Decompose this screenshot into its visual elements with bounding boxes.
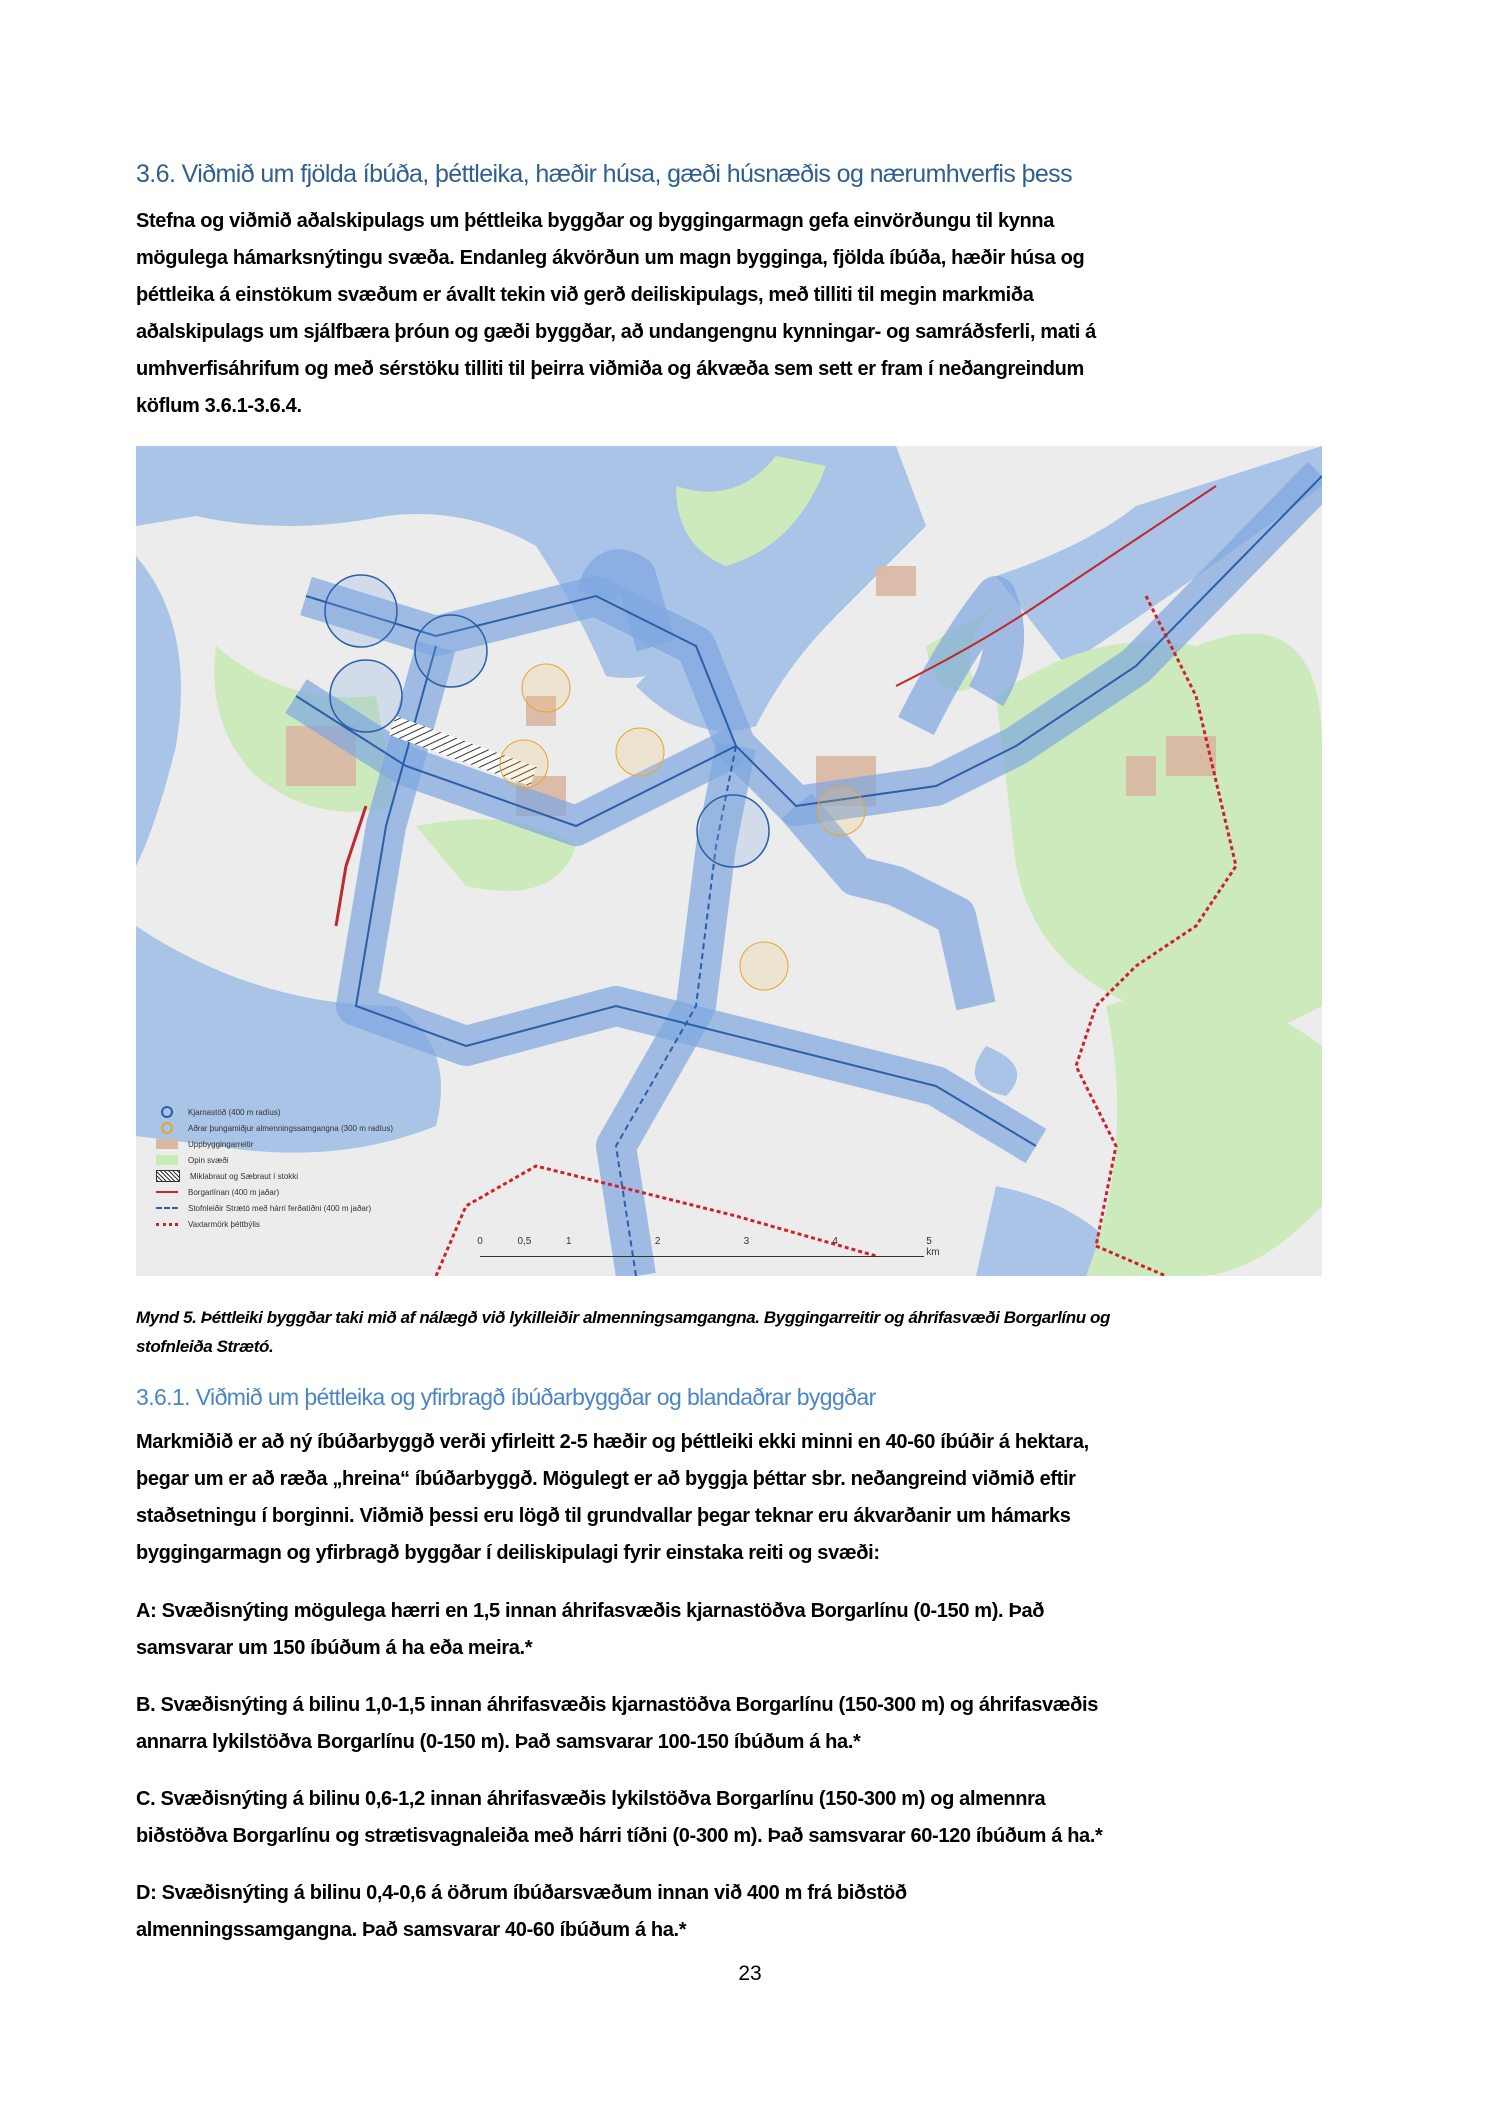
red-line-icon <box>156 1191 178 1193</box>
item-d <box>136 1875 1376 1949</box>
legend-item <box>156 1120 393 1136</box>
text-line: umhverfisáhrifum og með sérstöku tilliti til þeirra viðmiða og ákvæða sem sett er fram í neðangreindum <box>136 358 1084 380</box>
dotted-line-icon <box>156 1223 178 1226</box>
caption-line: stofnleiða Strætó. <box>136 1337 274 1356</box>
text-line: mögulega hámarksnýtingu svæða. Endanleg ákvörðun um magn bygginga, fjölda íbúða, hæðir húsa og <box>136 247 1085 269</box>
text-line: A: Svæðisnýting mögulega hærri en 1,5 innan áhrifasvæðis kjarnastöðva Borgarlínu (0-150 m). Það <box>136 1600 1045 1622</box>
legend-label: Uppbyggingarreitir <box>188 1139 254 1149</box>
legend-label: Vaxtarmörk þéttbýlis <box>188 1219 260 1229</box>
subsection-heading: 3.6.1. Viðmið um þéttleika og yfirbragð íbúðarbyggðar og blandaðrar byggðar <box>136 1384 876 1410</box>
text-line: staðsetningu í borginni. Viðmið þessi eru lögð til grundvallar þegar teknar eru ákvarðanir um hámarks <box>136 1505 1071 1527</box>
scale-label: 5 km <box>926 1236 940 1258</box>
text-line: biðstöðva Borgarlínu og strætisvagnaleiða með hárri tíðni (0-300 m). Það samsvarar 60-120 íbúðum á ha.* <box>136 1825 1103 1847</box>
scale-label: 2 <box>654 1236 661 1247</box>
legend-item <box>156 1184 393 1200</box>
legend-label: Miklabraut og Sæbraut í stokki <box>190 1171 299 1181</box>
text-line: þéttleika á einstökum svæðum er ávallt tekin við gerð deiliskipulags, með tilliti til megin markmiða <box>136 284 1034 306</box>
dashed-line-icon <box>156 1207 178 1209</box>
legend-label: Kjarnastöð (400 m radíus) <box>188 1107 281 1117</box>
intro-paragraph <box>136 203 1376 425</box>
item-b <box>136 1687 1376 1761</box>
scale-line <box>480 1256 924 1257</box>
map-legend <box>156 1104 393 1232</box>
bus-circle-blue-icon <box>161 1106 173 1118</box>
item-c <box>136 1781 1376 1855</box>
hatch-icon <box>156 1170 180 1182</box>
text-line: almenningssamgangna. Það samsvarar 40-60 íbúðum á ha.* <box>136 1919 687 1941</box>
text-line: samsvarar um 150 íbúðum á ha eða meira.* <box>136 1637 533 1659</box>
legend-item <box>156 1168 393 1184</box>
text-line: annarra lykilstöðva Borgarlínu (0-150 m). Það samsvarar 100-150 íbúðum á ha.* <box>136 1731 861 1753</box>
section-heading: 3.6. Viðmið um fjölda íbúða, þéttleika, hæðir húsa, gæði húsnæðis og nærumhverfis þess <box>136 160 1072 188</box>
text-line: B. Svæðisnýting á bilinu 1,0-1,5 innan áhrifasvæðis kjarnastöðva Borgarlínu (150-300 m) og áhrifasvæðis <box>136 1694 1099 1716</box>
scale-label: 4 <box>832 1236 838 1247</box>
legend-item <box>156 1200 393 1216</box>
text-line: Markmiðið er að ný íbúðarbyggð verði yfirleitt 2-5 hæðir og þéttleiki ekki minni en 40-60 íbúðir á hektara, <box>136 1431 1089 1453</box>
text-line: byggingarmagn og yfirbragð byggðar í deiliskipulagi fyrir einstaka reiti og svæði: <box>136 1542 880 1564</box>
bus-circle-orange-icon <box>161 1122 173 1134</box>
scale-label: 1 <box>566 1236 572 1247</box>
caption-line: Mynd 5. Þéttleiki byggðar taki mið af nálægð við lykilleiðir almenningsamgangna. Byggingarreitir og áhrifasvæði Borgarlínu og <box>136 1308 1110 1327</box>
legend-label: Opin svæði <box>188 1155 229 1165</box>
scale-label: 3 <box>743 1236 750 1247</box>
body-paragraph <box>136 1424 1376 1572</box>
scale-label: 0,5 <box>517 1236 532 1247</box>
figure-caption <box>136 1303 1376 1361</box>
item-a <box>136 1593 1376 1667</box>
text-line: D: Svæðisnýting á bilinu 0,4-0,6 á öðrum íbúðarsvæðum innan við 400 m frá biðstöð <box>136 1882 907 1904</box>
text-line: aðalskipulags um sjálfbæra þróun og gæði byggðar, að undangengnu kynningar- og samráðsferli, mati á <box>136 321 1096 343</box>
scale-bar <box>477 1236 940 1266</box>
legend-label: Stofnleiðir Strætó með hárri ferðatíðni (400 m jaðar) <box>188 1203 372 1213</box>
swatch-icon <box>156 1155 178 1165</box>
page-number: 23 <box>738 1962 762 1985</box>
legend-item <box>156 1216 393 1232</box>
density-map-figure <box>136 446 1322 1276</box>
legend-label: Aðrar þungamiðjur almenningssamgangna (300 m radíus) <box>188 1123 393 1133</box>
legend-item <box>156 1136 393 1152</box>
scale-label: 0 <box>477 1236 483 1247</box>
legend-label: Borgarlínan (400 m jaðar) <box>188 1187 280 1197</box>
text-line: þegar um er að ræða „hreina“ íbúðarbyggð. Mögulegt er að byggja þéttar sbr. neðangreind viðmið eftir <box>136 1468 1076 1490</box>
text-line: köflum 3.6.1-3.6.4. <box>136 395 302 417</box>
swatch-icon <box>156 1139 178 1149</box>
text-line: C. Svæðisnýting á bilinu 0,6-1,2 innan áhrifasvæðis lykilstöðva Borgarlínu (150-300 m) og almennra <box>136 1788 1046 1810</box>
text-line: Stefna og viðmið aðalskipulags um þéttleika byggðar og byggingarmagn gefa einvörðungu til kynna <box>136 210 1055 232</box>
legend-item <box>156 1152 393 1168</box>
legend-item <box>156 1104 393 1120</box>
